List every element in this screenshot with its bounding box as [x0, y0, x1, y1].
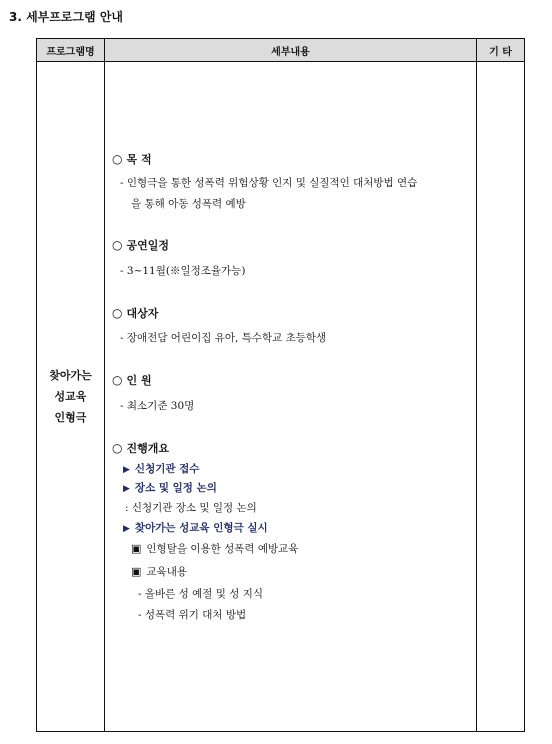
- schedule-text: - 3~11월(※일정조율가능): [120, 265, 246, 277]
- header-remarks: 기 타: [477, 39, 525, 62]
- program-name-line: 찾아가는: [49, 369, 92, 382]
- table-row: [37, 62, 525, 732]
- procedure-step: ▶ 장소 및 일정 논의: [123, 482, 217, 494]
- program-name-line: 성교육: [54, 390, 87, 403]
- header-program-name: 프로그램명: [37, 39, 105, 62]
- procedure-step: ▶ 신청기관 접수: [123, 463, 200, 475]
- page-title: 3. 세부프로그램 안내: [9, 10, 124, 24]
- section-heading-purpose: ○ 목 적: [112, 152, 152, 166]
- triangle-bullet-icon: ▶: [123, 484, 130, 494]
- triangle-bullet-icon: ▶: [123, 524, 130, 534]
- purpose-text: 을 통해 아동 성폭력 예방: [131, 198, 246, 210]
- procedure-note: : 신청기관 장소 및 일정 논의: [125, 502, 257, 514]
- circle-bullet-icon: ○: [112, 373, 123, 387]
- circle-bullet-icon: ○: [112, 306, 123, 320]
- section-heading-schedule: ○ 공연일정: [112, 238, 169, 252]
- headcount-text: - 최소기준 30명: [120, 400, 195, 412]
- triangle-bullet-icon: ▶: [123, 465, 130, 475]
- section-heading-target: ○ 대상자: [112, 306, 159, 320]
- program-table: [36, 38, 525, 732]
- circle-bullet-icon: ○: [112, 152, 123, 166]
- table-header-row: [37, 39, 525, 62]
- procedure-subitem: - 성폭력 위기 대처 방법: [138, 609, 247, 621]
- circle-bullet-icon: ○: [112, 238, 123, 252]
- remarks-cell: [477, 62, 525, 732]
- section-heading-procedure: ○ 진행개요: [112, 441, 169, 455]
- program-name-line: 인형극: [54, 411, 87, 424]
- circle-bullet-icon: ○: [112, 441, 123, 455]
- procedure-step: ▶ 찾아가는 성교육 인형극 실시: [123, 522, 268, 534]
- section-heading-headcount: ○ 인 원: [112, 373, 152, 387]
- procedure-item: ▣ 교육내용: [131, 565, 187, 578]
- square-bullet-icon: ▣: [131, 565, 142, 578]
- procedure-subitem: - 올바른 성 예절 및 성 지식: [138, 588, 264, 600]
- details-cell: [105, 62, 477, 732]
- procedure-item: ▣ 인형탈을 이용한 성폭력 예방교육: [131, 542, 299, 555]
- target-text: - 장애전담 어린이집 유아, 특수학교 초등학생: [120, 332, 327, 344]
- square-bullet-icon: ▣: [131, 542, 142, 555]
- program-name-cell: [37, 62, 105, 732]
- purpose-text: - 인형극을 통한 성폭력 위험상황 인지 및 실질적인 대처방법 연습: [120, 177, 418, 189]
- header-details: 세부내용: [105, 39, 477, 62]
